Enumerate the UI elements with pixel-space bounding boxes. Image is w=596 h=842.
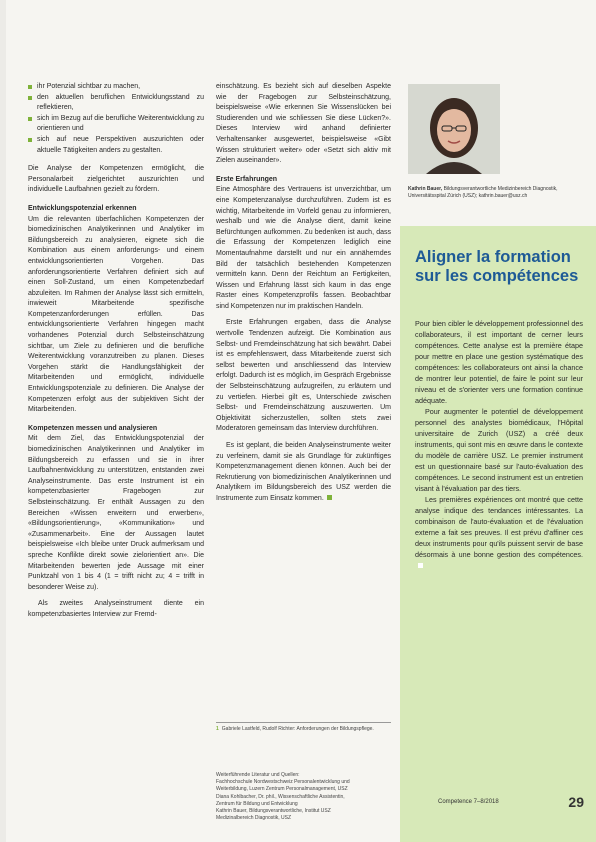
- footnote: [216, 722, 391, 733]
- summary-paragraph: Pour augmenter le potentiel de développement personnel des analystes biomédicaux, l'Hôpital universitaire de Zurich (USZ) a créé deux instruments, qui sont mis en œuvre dans le contexte du modèle de carrière USZ. Le premier instrument est un questionnaire basé sur l'auto-évaluation des compétences. Le second instrument est un entretien visant à l'évaluation par des tiers.: [415, 407, 583, 493]
- summary-closing: Les premières expériences ont montré que cette analyse indique des tendances intéressantes. La combinaison de l'auto-évaluation et de l'évaluation externe a fait ses preuves. Il est prévu d'affiner ces deux instruments pour qu'ils puissent servir de base désormais à une bonne gestion des compétences.: [415, 495, 583, 559]
- summary-box: [400, 226, 596, 842]
- summary-paragraph: Pour bien cibler le développement professionnel des collaborateurs, il est important de cerner leurs compétences. Cette analyse est la première étape pour mettre en place une gestion systématique des compétences: les collaborateurs ont ainsi la chance de montrer leur potentiel, de faire le point sur leur niveau et de s'orienter vers une formation continue adéquate.: [415, 319, 583, 405]
- author-photo: [408, 84, 500, 174]
- page-footer: [438, 794, 588, 810]
- bullet-item: sich im Bezug auf die berufliche Weiterentwicklung zu orientieren und: [28, 114, 204, 135]
- author-line: Medizinalbereich Diagnostik, USZ: [216, 815, 292, 822]
- closing-text: Es ist geplant, die beiden Analyseinstrumente weiter zu verfeinern, damit sie als Grundlage für zukünftiges Kompetenzmanagement dienen können. Auch bei der Rekrutierung von biomedizinischen Analytikerinnen und Analytikern im Bildungsbereich des USZ werden die Instrumente zum Einsatz kommen.: [216, 442, 391, 502]
- section-heading: Erste Erfahrungen: [216, 175, 278, 183]
- end-mark-icon: [418, 563, 423, 568]
- left-column: [28, 82, 204, 627]
- author-line: Fachhochschule Nordwestschweiz Personalentwicklung und: [216, 779, 350, 786]
- body-paragraph: einschätzung. Es bezieht sich auf dieselben Aspekte wie der Fragebogen zur Selbsteinschätzung, beispielsweise «Wie erkennen Sie Wissenslücken bei Studierenden und wie schliessen Sie diese Lücken?». Dieses Interview wird anhand definierter Verhaltensanker ausgewertet, beispielsweise «Gibt Wissen strukturiert weiter» oder «Setzt sich aktiv mit Zielen auseinander».: [216, 83, 391, 165]
- page-number: 29: [568, 794, 584, 810]
- magazine-page: [6, 0, 596, 842]
- section-heading: Entwicklungspotenzial erkennen: [28, 204, 137, 212]
- author-line: Weiterführende Literatur und Quellen:: [216, 772, 300, 778]
- caption-name: Kathrin Bauer,: [408, 186, 443, 192]
- footnote-text: Gabriele Lastfeld, Rudolf Richter: Anforderungen der Bildungspflege.: [221, 726, 374, 732]
- summary-title: Aligner la formation sur les compétences: [415, 248, 579, 285]
- author-line: Zentrum für Bildung und Entwicklung: [216, 800, 298, 807]
- body-paragraph: Eine Atmosphäre des Vertrauens ist unverzichtbar, um eine Kompetenzanalyse durchzuführen. Zudem ist es wichtig, Mitarbeitende im Vorfeld genau zu informieren, weshalb und wie die Analyse dient, damit keine Befürchtungen aufkommen. Zu bedenken ist auch, dass die Erfassung der Kompetenzen lediglich eine Momentaufnahme darstellt und nur ein annäherndes Bild der tatsächlich bestehenden Kompetenzen vermitteln kann. Denn der Reichtum an Fertigkeiten, Wissen und Erfahrung lässt sich kaum in das enge Raster eines Kompetenzprofils fassen. Beobachtbar sind Kompetenzen nur im praktischen Handeln.: [216, 186, 391, 310]
- caption-text: Bildungsverantwortliche Medizinbereich Diagnostik, Universitätsspital Zürich (USZ); kathrin.bauer@usz.ch: [408, 186, 558, 199]
- body-paragraph: Mit dem Ziel, das Entwicklungspotenzial der biomedizinischen Analytikerinnen und Analytiker im Bildungsbereich zu erfassen und sie in ihrer Laufbahnentwicklung zu unterstützen, entstanden zwei Analyseinstrumente. Das erste Instrument ist ein kompetenzbasierter Fragebogen zur Selbsteinschätzung. Er enthält Aussagen zu den Bereichen «Wissen erweitern und erwerben», «Bildungsorientierung», «Kommunikation» und «Zusammenarbeit». Eine der Aussagen lautet beispielsweise «Ich bleibe unter Druck aufmerksam und spreche Konflikte direkt sowie zielorientiert an». Die Mitarbeitenden bewerten jede Aussage mit einer Punktzahl von 1 bis 4 (1 = trifft nicht zu; 4 = trifft in besonderer Weise zu).: [28, 435, 204, 591]
- section-heading: Kompetenzen messen und analysieren: [28, 424, 158, 432]
- body-paragraph: [216, 441, 391, 505]
- summary-paragraph: [415, 494, 583, 571]
- photo-caption: [408, 186, 584, 200]
- body-paragraph: Erste Erfahrungen ergaben, dass die Analyse wertvolle Tendenzen aufzeigt. Die Kombination aus Selbst- und Fremdeinschätzung hat sich bewährt. Dabei ist es empfehlenswert, dass Mitarbeitende zuerst sich selbst bewerten und anschliessend das Interview erfolgt. Dadurch ist es möglich, im Gespräch Ergebnisse der Selbsteinschätzung aufzugreifen, zu erläutern und zu vertiefen. Hierbei gilt es, Unterschiede zwischen Selbst- und Fremdeinschätzung auszuwerten. Um Objektivität sicherzustellen, sollten stets zwei Moderatoren gemeinsam das Interview durchführen.: [216, 319, 391, 433]
- bullet-list: [28, 82, 204, 156]
- summary-body: [415, 318, 583, 571]
- bullet-item: ihr Potenzial sichtbar zu machen,: [28, 82, 204, 93]
- author-line: Diana Kohlbacher, Dr. phil., Wissenschaftliche Assistentin,: [216, 793, 345, 800]
- intro-paragraph: Die Analyse der Kompetenzen ermöglicht, die Personalarbeit zielgerichtet auszurichten und individuelle Laufbahnen gezielt zu fördern.: [28, 165, 204, 194]
- body-paragraph: Als zweites Analyseinstrument diente ein kompetenzbasiertes Interview zur Fremd-: [28, 600, 204, 618]
- middle-column: [216, 82, 391, 511]
- bullet-item: den aktuellen beruflichen Entwicklungsstand zu reflektieren,: [28, 93, 204, 114]
- author-line: Kathrin Bauer, Bildungsverantwortliche, Institut USZ: [216, 808, 331, 815]
- portrait-image: [408, 84, 500, 174]
- journal-issue: Competence 7–8/2018: [438, 799, 499, 805]
- end-mark-icon: [327, 495, 332, 500]
- footnote-mark: 1: [216, 726, 219, 732]
- body-paragraph: Um die relevanten überfachlichen Kompetenzen der biomedizinischen Analytikerinnen und Analytiker im Bildungsbereich zu analysieren, eignete sich die Kombination aus einem anforderungs- und einem entwicklungsorientierten Vorgehen. Das anforderungsorientierte Verfahren definiert sich auf einen Soll-Zustand, um einen Kompetenzbedarf abzuleiten. Im Rahmen der Analyse lässt sich ermitteln, inwieweit Mitarbeitende spezifische Kompetenzanforderungen erfüllen. Das entwicklungsorientierte Verfahren hingegen macht vorhandenes Potenzial durch Selbsteinschätzung sichtbar, um Ziele zu definieren und die berufliche Weiterentwicklung voranzutreiben zu planen. Dieses Vorgehen stärkt die Handlungsfähigkeit der Mitarbeitenden und ermöglicht, individuelle Entwicklungspotenziale zu definieren. Die Analyse der Kompetenzen erfolgt aus der subjektiven Sicht der Mitarbeitenden.: [28, 215, 204, 414]
- author-info: [216, 772, 391, 822]
- bullet-item: sich auf neue Perspektiven auszurichten oder aktuelle Tätigkeiten anders zu gestalten.: [28, 135, 204, 156]
- author-line: Weiterbildung, Luzern Zentrum Personalmanagement, USZ: [216, 786, 348, 793]
